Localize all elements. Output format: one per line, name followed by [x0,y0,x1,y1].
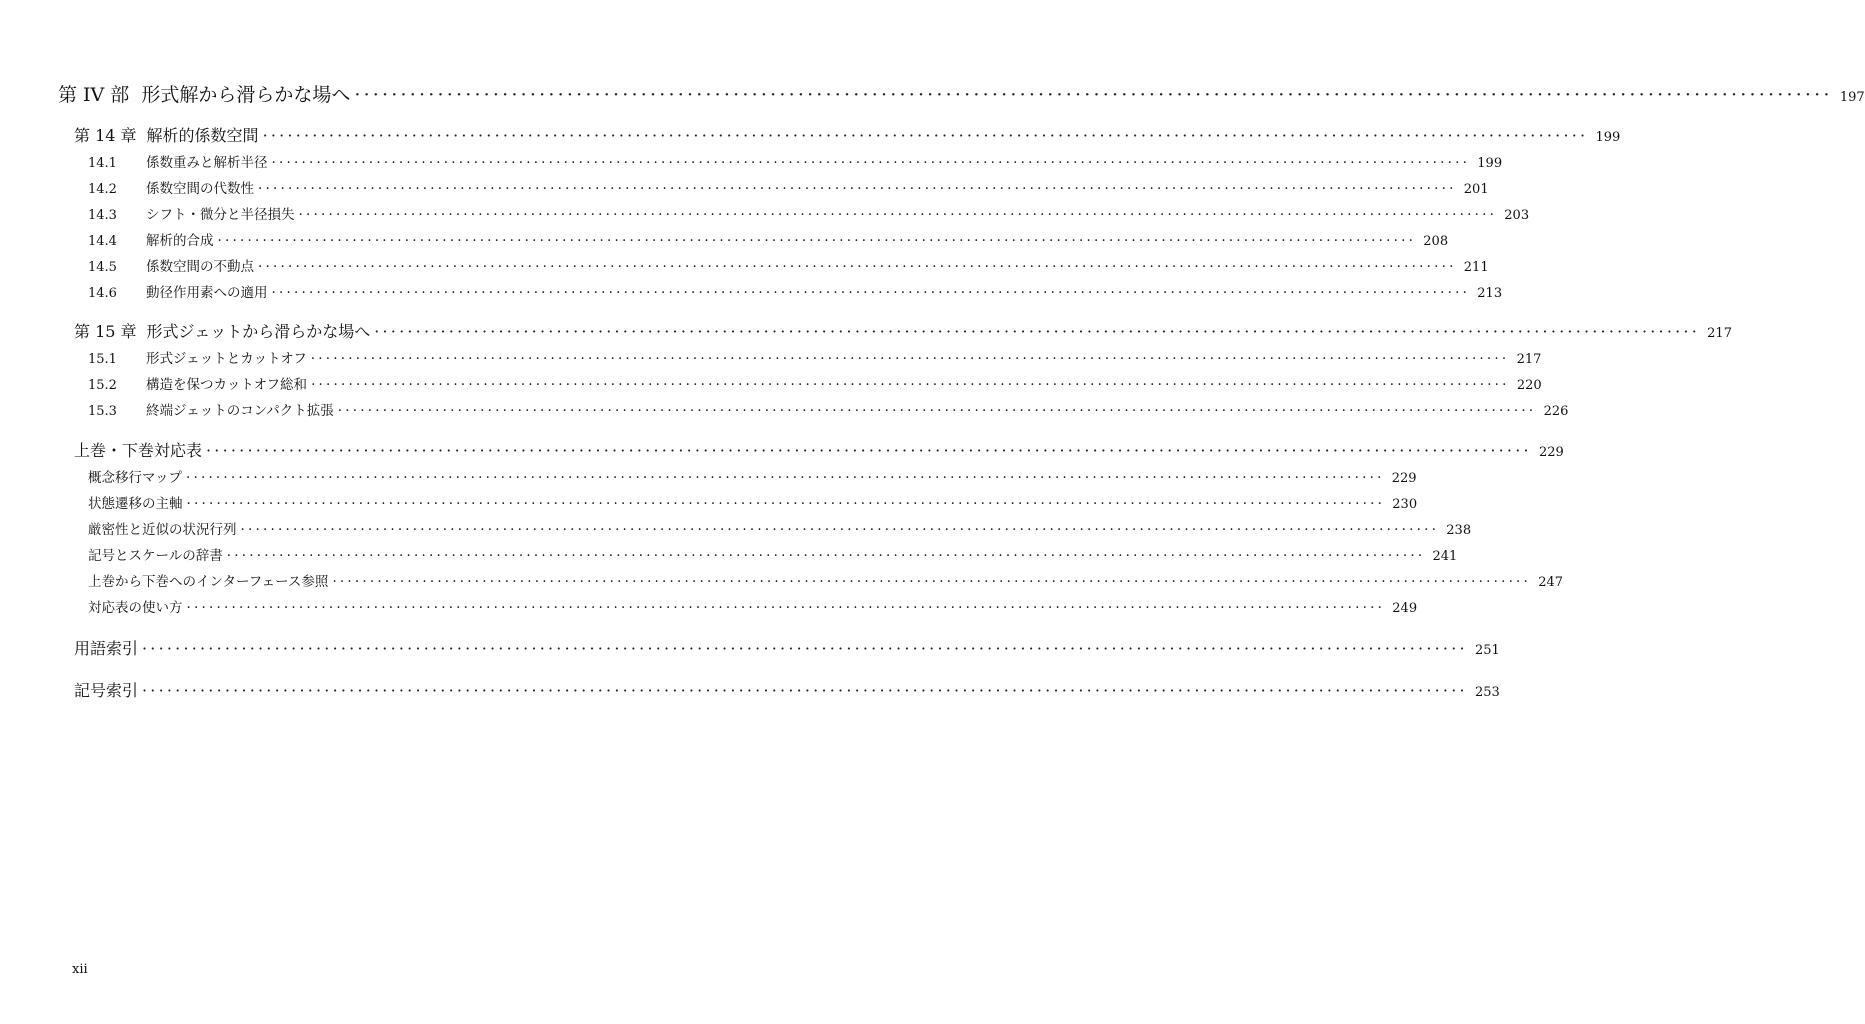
toc-section-14-5[interactable] [88,255,1489,275]
section-title: 終端ジェットのコンパクト拡張 [146,403,334,419]
toc-correspondence-item[interactable] [88,492,1418,512]
toc-correspondence-table[interactable] [74,438,1564,461]
toc-section-15-3[interactable] [88,399,1569,419]
section-number: 15.1 [88,352,117,367]
toc-correspondence-item[interactable] [88,544,1458,564]
toc-section-14-4[interactable] [88,229,1449,249]
dot-leader: ································································································································································ [258,259,1457,275]
page-number: 253 [1474,685,1500,700]
dot-leader: ································································································································································ [271,285,1471,301]
section-title: 動径作用素への適用 [146,285,268,301]
page-number: 211 [1463,260,1489,275]
toc-section-15-1[interactable] [88,347,1542,367]
toc-part-4[interactable] [58,80,1865,107]
toc-correspondence-item[interactable] [88,596,1418,616]
page-number: 247 [1538,575,1564,590]
part-title: 形式解から滑らかな場へ [141,84,351,106]
toc-correspondence-item[interactable] [88,518,1472,538]
dot-leader: ································································································································································ [311,377,1510,393]
page-number: 229 [1391,471,1417,486]
section-number: 14.4 [88,234,117,249]
dot-leader: ································································································································································ [142,681,1468,700]
dot-leader: ································································································································································ [310,351,1510,367]
toc-section-14-3[interactable] [88,203,1530,223]
dot-leader: ································································································································································ [206,441,1532,460]
page-number: 251 [1474,643,1500,658]
dot-leader: ································································································································································ [337,403,1537,419]
toc-section-14-2[interactable] [88,177,1489,197]
dot-leader: ································································································································································ [271,155,1471,171]
chapter-title: 形式ジェットから滑らかな場へ [146,322,371,341]
page-number: 201 [1463,182,1489,197]
dot-leader: ································································································································································ [186,496,1386,512]
page-number: 220 [1516,378,1542,393]
section-number: 14.1 [88,156,117,171]
entry-title: 対応表の使い方 [88,600,183,616]
chapter-title: 解析的係数空間 [146,126,259,145]
toc-section-14-6[interactable] [88,281,1503,301]
section-title: 係数空間の不動点 [146,259,254,275]
page-number: 226 [1543,404,1569,419]
section-title: 構造を保つカットオフ総和 [146,377,308,393]
page-number: 203 [1504,208,1530,223]
dot-leader: ································································································································································ [226,548,1426,564]
section-number: 14.3 [88,208,117,223]
section-title: シフト・微分と半径損失 [146,207,295,223]
entry-title: 記号索引 [74,681,139,700]
dot-leader: ································································································································································ [142,639,1468,658]
entry-title: 状態遷移の主軸 [88,496,183,512]
dot-leader: ································································································································································ [374,322,1700,341]
entry-title: 上巻・下巻対応表 [74,441,203,460]
dot-leader: ································································································································································ [354,84,1833,106]
page-number: 241 [1432,549,1458,564]
section-title: 係数重みと解析半径 [146,155,268,171]
page-number: 249 [1392,601,1418,616]
dot-leader: ································································································································································ [185,470,1385,486]
dot-leader: ································································································································································ [217,233,1417,249]
section-number: 15.2 [88,378,117,393]
page-number: 230 [1392,497,1418,512]
toc-symbol-index[interactable] [74,678,1500,701]
section-title: 係数空間の代数性 [146,181,254,197]
page-number: 208 [1423,234,1449,249]
entry-title: 上巻から下巻へのインターフェース参照 [88,574,329,590]
page-number: 197 [1839,90,1865,105]
toc-correspondence-item[interactable] [88,570,1564,590]
toc-chapter-14[interactable] [74,123,1621,146]
dot-leader: ································································································································································ [240,522,1440,538]
entry-title: 用語索引 [74,639,139,658]
page-folio: xii [72,962,88,977]
toc-section-15-2[interactable] [88,373,1542,393]
dot-leader: ································································································································································ [262,126,1589,145]
section-number: 14.5 [88,260,117,275]
page-number: 213 [1477,286,1503,301]
toc-glossary-index[interactable] [74,636,1500,659]
chapter-number: 第 14 章 [74,126,137,145]
page-number: 217 [1516,352,1542,367]
page-number: 238 [1446,523,1472,538]
entry-title: 記号とスケールの辞書 [88,548,223,564]
section-number: 15.3 [88,404,117,419]
toc-section-14-1[interactable] [88,151,1503,171]
section-title: 形式ジェットとカットオフ [146,351,307,367]
dot-leader: ································································································································································ [258,181,1457,197]
part-number: 第 IV 部 [58,84,130,106]
dot-leader: ································································································································································ [332,574,1532,590]
page-number: 229 [1538,445,1564,460]
dot-leader: ································································································································································ [186,600,1386,616]
toc-chapter-15[interactable] [74,319,1732,342]
dot-leader: ································································································································································ [298,207,1498,223]
page-number: 217 [1707,326,1732,341]
chapter-number: 第 15 章 [74,322,137,341]
page-number: 199 [1477,156,1503,171]
section-number: 14.6 [88,286,117,301]
section-title: 解析的合成 [146,233,214,249]
section-number: 14.2 [88,182,117,197]
entry-title: 厳密性と近似の状況行列 [88,522,237,538]
toc-correspondence-item[interactable] [88,466,1417,486]
entry-title: 概念移行マップ [88,470,182,486]
page-number: 199 [1595,130,1621,145]
